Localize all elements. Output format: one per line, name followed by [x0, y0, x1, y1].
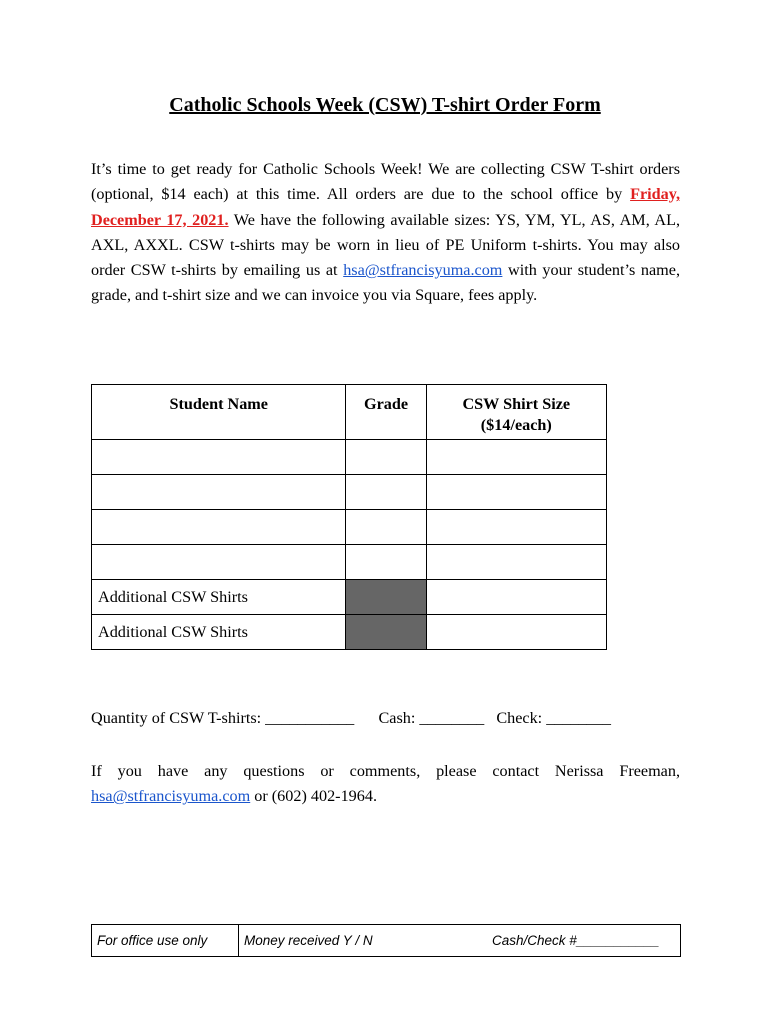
student-name-cell[interactable] — [92, 440, 346, 475]
table-row — [92, 475, 607, 510]
header-student-name: Student Name — [92, 385, 346, 440]
grade-cell[interactable] — [346, 510, 426, 545]
page-title: Catholic Schools Week (CSW) T-shirt Order Form — [169, 94, 601, 116]
order-table — [91, 384, 607, 650]
cash-check-number: Cash/Check #___________ — [492, 933, 660, 948]
shirt-size-cell[interactable] — [426, 615, 606, 650]
student-name-cell[interactable] — [92, 545, 346, 580]
email-link[interactable]: hsa@stfrancisyuma.com — [343, 261, 503, 280]
contact-paragraph — [91, 759, 680, 810]
quantity-line — [91, 709, 680, 728]
shirt-size-cell[interactable] — [426, 580, 606, 615]
additional-row — [92, 580, 607, 615]
contact-phone: or (602) 402-1964. — [250, 787, 377, 806]
contact-email-link[interactable]: hsa@stfrancisyuma.com — [91, 787, 251, 806]
additional-shirts-label: Additional CSW Shirts — [92, 580, 346, 615]
office-money-cell — [239, 925, 681, 957]
office-row — [92, 925, 681, 957]
shirt-size-cell[interactable] — [426, 510, 606, 545]
student-name-cell[interactable] — [92, 475, 346, 510]
additional-shirts-label: Additional CSW Shirts — [92, 615, 346, 650]
intro-text-3: with your student’s name, grade, and t-shirt size and we can invoice you via Square, fees apply. — [91, 261, 681, 305]
shirt-size-cell[interactable] — [426, 545, 606, 580]
intro-paragraph — [91, 157, 680, 309]
grade-cell[interactable] — [346, 545, 426, 580]
contact-text: If you have any questions or comments, please contact Nerissa Freeman, — [91, 762, 680, 780]
header-shirt-size — [426, 385, 606, 440]
header-shirt-size-label: CSW Shirt Size — [462, 395, 571, 413]
deadline-date: Friday, December 17, 2021. — [91, 185, 680, 229]
money-received: Money received Y / N — [244, 933, 373, 948]
header-grade: Grade — [346, 385, 426, 440]
quantity-field[interactable]: Quantity of CSW T-shirts: ___________ — [91, 709, 355, 727]
shirt-size-cell[interactable] — [426, 440, 606, 475]
shirt-size-cell[interactable] — [426, 475, 606, 510]
grade-cell[interactable] — [346, 475, 426, 510]
intro-text-1: It’s time to get ready for Catholic Schools Week! We are collecting CSW T-shirt orders (optional, $14 each) at this time. All orders are due to the school office by — [91, 160, 680, 204]
header-shirt-price: ($14/each) — [480, 416, 552, 434]
office-use-box — [91, 924, 681, 957]
office-use-label: For office use only — [92, 925, 239, 957]
shaded-cell — [346, 615, 426, 650]
check-field[interactable]: Check: ________ — [496, 709, 611, 727]
additional-row — [92, 615, 607, 650]
table-row — [92, 510, 607, 545]
student-name-cell[interactable] — [92, 510, 346, 545]
table-row — [92, 545, 607, 580]
table-row — [92, 440, 607, 475]
grade-cell[interactable] — [346, 440, 426, 475]
intro-text-2: We have the following available sizes: YS, YM, YL, AS, AM, AL, AXL, AXXL. CSW t-shirts may be worn in lieu of PE Uniform t-shirts. You may also order CSW t-shirts by emailing us at — [91, 210, 681, 280]
shaded-cell — [346, 580, 426, 615]
cash-field[interactable]: Cash: ________ — [378, 709, 485, 727]
table-header-row — [92, 385, 607, 440]
